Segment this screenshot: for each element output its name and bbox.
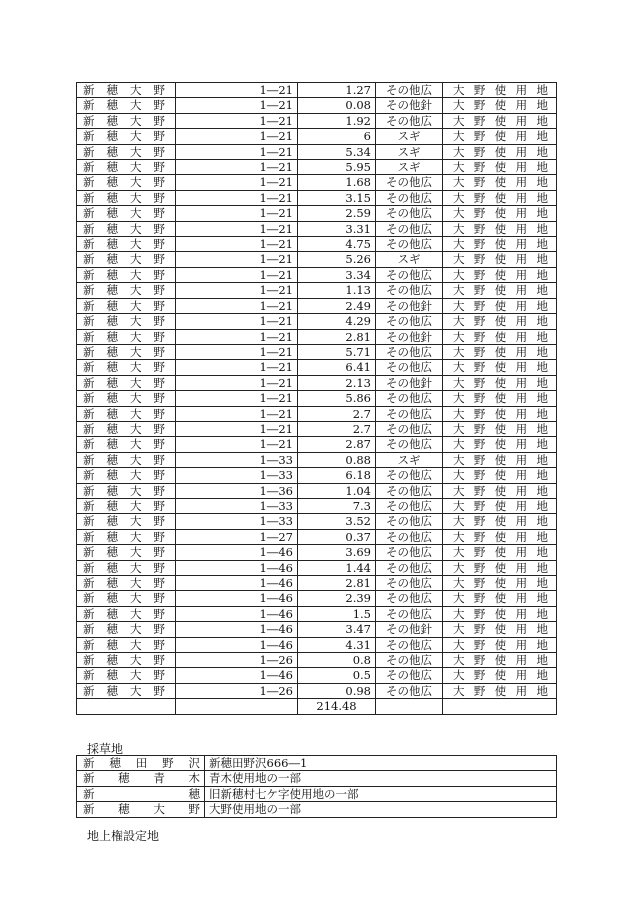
usage-cell: 大野使用地 xyxy=(443,113,557,128)
location-name-cell: 新穂大野 xyxy=(77,591,176,606)
species-cell: その他広 xyxy=(376,421,443,436)
lot-number-cell: 1―21 xyxy=(176,98,298,113)
location-name-cell: 新穂大野 xyxy=(77,653,176,668)
table-row xyxy=(77,653,557,668)
species-cell: その他広 xyxy=(376,221,443,236)
location-name-cell: 新穂大野 xyxy=(77,391,176,406)
area-cell: 2.49 xyxy=(298,298,376,313)
table-row xyxy=(77,129,557,144)
usage-cell: 大野使用地 xyxy=(443,360,557,375)
area-cell: 3.47 xyxy=(298,622,376,637)
area-cell: 3.31 xyxy=(298,221,376,236)
usage-cell: 大野使用地 xyxy=(443,267,557,282)
usage-cell: 大野使用地 xyxy=(443,545,557,560)
lot-number-cell: 1―46 xyxy=(176,606,298,621)
area-cell: 6 xyxy=(298,129,376,144)
usage-cell: 大野使用地 xyxy=(443,314,557,329)
lot-number-cell: 1―21 xyxy=(176,252,298,267)
lot-number-cell: 1―21 xyxy=(176,129,298,144)
empty-cell xyxy=(376,699,443,714)
area-cell: 0.88 xyxy=(298,452,376,467)
species-cell: その他広 xyxy=(376,545,443,560)
table-row xyxy=(77,452,557,467)
lot-number-cell: 1―46 xyxy=(176,637,298,652)
lot-number-cell: 1―21 xyxy=(176,329,298,344)
location-name-cell: 新穂大野 xyxy=(77,252,176,267)
species-cell: その他針 xyxy=(376,375,443,390)
species-cell: その他広 xyxy=(376,560,443,575)
usage-cell: 大野使用地 xyxy=(443,498,557,513)
area-cell: 3.15 xyxy=(298,190,376,205)
location-name-cell: 新穂大野 xyxy=(77,314,176,329)
area-cell: 1.27 xyxy=(298,83,376,98)
location-name-cell: 新穂大野 xyxy=(77,802,205,817)
lot-number-cell: 1―21 xyxy=(176,160,298,175)
usage-cell: 大野使用地 xyxy=(443,221,557,236)
table-row xyxy=(77,160,557,175)
location-name-cell: 新穂大野 xyxy=(77,360,176,375)
species-cell: その他広 xyxy=(376,483,443,498)
species-cell: その他広 xyxy=(376,267,443,282)
table-row xyxy=(77,529,557,544)
usage-cell: 大野使用地 xyxy=(443,283,557,298)
area-cell: 1.5 xyxy=(298,606,376,621)
species-cell: その他広 xyxy=(376,668,443,683)
usage-cell: 大野使用地 xyxy=(443,483,557,498)
usage-cell: 大野使用地 xyxy=(443,129,557,144)
table-row xyxy=(77,756,557,771)
area-cell: 5.26 xyxy=(298,252,376,267)
lot-number-cell: 1―27 xyxy=(176,529,298,544)
usage-cell: 大野使用地 xyxy=(443,514,557,529)
lot-number-cell: 1―26 xyxy=(176,683,298,698)
forest-land-table xyxy=(76,82,557,715)
table-row xyxy=(77,360,557,375)
usage-cell: 大野使用地 xyxy=(443,329,557,344)
table-row xyxy=(77,591,557,606)
grass-land-table-body xyxy=(77,756,557,818)
usage-cell: 大野使用地 xyxy=(443,529,557,544)
location-name-cell: 新穂大野 xyxy=(77,637,176,652)
location-name-cell: 新穂大野 xyxy=(77,622,176,637)
lot-number-cell: 1―33 xyxy=(176,514,298,529)
table-row xyxy=(77,375,557,390)
species-cell: その他広 xyxy=(376,606,443,621)
usage-cell: 大野使用地 xyxy=(443,576,557,591)
location-name-cell: 新穂大野 xyxy=(77,267,176,282)
table-row xyxy=(77,606,557,621)
usage-cell: 大野使用地 xyxy=(443,668,557,683)
location-name-cell: 新穂大野 xyxy=(77,452,176,467)
lot-number-cell: 1―46 xyxy=(176,545,298,560)
lot-number-cell: 1―46 xyxy=(176,622,298,637)
usage-cell: 大野使用地 xyxy=(443,622,557,637)
species-cell: その他広 xyxy=(376,683,443,698)
area-cell: 0.5 xyxy=(298,668,376,683)
species-cell: その他広 xyxy=(376,591,443,606)
species-cell: その他広 xyxy=(376,113,443,128)
species-cell: その他広 xyxy=(376,175,443,190)
lot-number-cell: 1―21 xyxy=(176,283,298,298)
usage-cell: 大野使用地 xyxy=(443,237,557,252)
location-name-cell: 新穂大野 xyxy=(77,545,176,560)
species-cell: その他広 xyxy=(376,637,443,652)
species-cell: その他広 xyxy=(376,391,443,406)
species-cell: その他広 xyxy=(376,344,443,359)
area-cell: 1.44 xyxy=(298,560,376,575)
grass-land-heading: 採草地 xyxy=(87,742,124,756)
lot-number-cell: 1―21 xyxy=(176,267,298,282)
area-cell: 6.18 xyxy=(298,468,376,483)
location-name-cell: 新穂大野 xyxy=(77,237,176,252)
table-row xyxy=(77,771,557,786)
forest-land-table-body xyxy=(77,83,557,715)
location-name-cell: 新穂大野 xyxy=(77,560,176,575)
table-row xyxy=(77,329,557,344)
species-cell: その他広 xyxy=(376,190,443,205)
lot-number-cell: 1―21 xyxy=(176,175,298,190)
lot-number-cell: 1―33 xyxy=(176,468,298,483)
lot-number-cell: 1―46 xyxy=(176,668,298,683)
lot-number-cell: 1―21 xyxy=(176,190,298,205)
table-row xyxy=(77,421,557,436)
detail-cell: 旧新穂村七ケ字使用地の一部 xyxy=(205,786,557,801)
usage-cell: 大野使用地 xyxy=(443,344,557,359)
species-cell: その他広 xyxy=(376,498,443,513)
area-cell: 4.31 xyxy=(298,637,376,652)
species-cell: その他広 xyxy=(376,468,443,483)
location-name-cell: 新穂大野 xyxy=(77,298,176,313)
species-cell: その他広 xyxy=(376,406,443,421)
location-name-cell: 新穂大野 xyxy=(77,160,176,175)
location-name-cell: 新穂大野 xyxy=(77,98,176,113)
location-name-cell: 新穂大野 xyxy=(77,221,176,236)
usage-cell: 大野使用地 xyxy=(443,252,557,267)
table-row xyxy=(77,283,557,298)
location-name-cell: 新穂 xyxy=(77,786,205,801)
total-area-cell: 214.48 xyxy=(298,699,376,714)
usage-cell: 大野使用地 xyxy=(443,653,557,668)
location-name-cell: 新穂大野 xyxy=(77,190,176,205)
table-row xyxy=(77,391,557,406)
location-name-cell: 新穂大野 xyxy=(77,83,176,98)
table-row xyxy=(77,252,557,267)
location-name-cell: 新穂大野 xyxy=(77,529,176,544)
area-cell: 7.3 xyxy=(298,498,376,513)
empty-cell xyxy=(77,699,176,714)
area-cell: 6.41 xyxy=(298,360,376,375)
location-name-cell: 新穂大野 xyxy=(77,283,176,298)
table-row xyxy=(77,298,557,313)
lot-number-cell: 1―46 xyxy=(176,591,298,606)
table-row xyxy=(77,98,557,113)
usage-cell: 大野使用地 xyxy=(443,175,557,190)
usage-cell: 大野使用地 xyxy=(443,560,557,575)
area-cell: 3.52 xyxy=(298,514,376,529)
lot-number-cell: 1―46 xyxy=(176,576,298,591)
area-cell: 2.81 xyxy=(298,329,376,344)
area-cell: 3.69 xyxy=(298,545,376,560)
usage-cell: 大野使用地 xyxy=(443,406,557,421)
grass-land-table xyxy=(76,755,557,818)
lot-number-cell: 1―21 xyxy=(176,375,298,390)
species-cell: スギ xyxy=(376,452,443,467)
area-cell: 3.34 xyxy=(298,267,376,282)
location-name-cell: 新穂大野 xyxy=(77,406,176,421)
lot-number-cell: 1―21 xyxy=(176,237,298,252)
location-name-cell: 新穂大野 xyxy=(77,113,176,128)
area-cell: 0.8 xyxy=(298,653,376,668)
usage-cell: 大野使用地 xyxy=(443,98,557,113)
location-name-cell: 新穂大野 xyxy=(77,514,176,529)
location-name-cell: 新穂田野沢 xyxy=(77,756,205,771)
area-cell: 5.71 xyxy=(298,344,376,359)
lot-number-cell: 1―21 xyxy=(176,391,298,406)
usage-cell: 大野使用地 xyxy=(443,391,557,406)
location-name-cell: 新穂大野 xyxy=(77,668,176,683)
lot-number-cell: 1―21 xyxy=(176,144,298,159)
species-cell: スギ xyxy=(376,252,443,267)
lot-number-cell: 1―21 xyxy=(176,406,298,421)
detail-cell: 大野使用地の一部 xyxy=(205,802,557,817)
table-row xyxy=(77,668,557,683)
species-cell: その他広 xyxy=(376,283,443,298)
species-cell: その他広 xyxy=(376,529,443,544)
area-cell: 0.37 xyxy=(298,529,376,544)
location-name-cell: 新穂大野 xyxy=(77,437,176,452)
species-cell: その他針 xyxy=(376,622,443,637)
table-row xyxy=(77,545,557,560)
location-name-cell: 新穂大野 xyxy=(77,144,176,159)
lot-number-cell: 1―21 xyxy=(176,206,298,221)
table-row xyxy=(77,437,557,452)
table-row xyxy=(77,483,557,498)
usage-cell: 大野使用地 xyxy=(443,452,557,467)
area-cell: 0.08 xyxy=(298,98,376,113)
area-cell: 2.81 xyxy=(298,576,376,591)
area-cell: 5.95 xyxy=(298,160,376,175)
species-cell: その他針 xyxy=(376,329,443,344)
area-cell: 5.34 xyxy=(298,144,376,159)
table-row xyxy=(77,622,557,637)
species-cell: その他広 xyxy=(376,206,443,221)
location-name-cell: 新穂大野 xyxy=(77,175,176,190)
usage-cell: 大野使用地 xyxy=(443,83,557,98)
lot-number-cell: 1―21 xyxy=(176,360,298,375)
area-cell: 2.87 xyxy=(298,437,376,452)
area-cell: 1.92 xyxy=(298,113,376,128)
lot-number-cell: 1―21 xyxy=(176,113,298,128)
table-row xyxy=(77,144,557,159)
lot-number-cell: 1―21 xyxy=(176,221,298,236)
lot-number-cell: 1―21 xyxy=(176,437,298,452)
area-cell: 1.04 xyxy=(298,483,376,498)
location-name-cell: 新穂大野 xyxy=(77,129,176,144)
table-row xyxy=(77,637,557,652)
table-row xyxy=(77,560,557,575)
area-cell: 2.39 xyxy=(298,591,376,606)
species-cell: その他針 xyxy=(376,298,443,313)
area-cell: 1.13 xyxy=(298,283,376,298)
usage-cell: 大野使用地 xyxy=(443,375,557,390)
table-row xyxy=(77,190,557,205)
total-row xyxy=(77,699,557,714)
table-row xyxy=(77,314,557,329)
area-cell: 4.75 xyxy=(298,237,376,252)
table-row xyxy=(77,576,557,591)
empty-cell xyxy=(443,699,557,714)
location-name-cell: 新穂大野 xyxy=(77,683,176,698)
surface-rights-heading: 地上権設定地 xyxy=(87,829,160,843)
empty-cell xyxy=(176,699,298,714)
usage-cell: 大野使用地 xyxy=(443,190,557,205)
location-name-cell: 新穂大野 xyxy=(77,606,176,621)
lot-number-cell: 1―33 xyxy=(176,498,298,513)
table-row xyxy=(77,113,557,128)
area-cell: 2.13 xyxy=(298,375,376,390)
detail-cell: 新穂田野沢666―1 xyxy=(205,756,557,771)
usage-cell: 大野使用地 xyxy=(443,160,557,175)
location-name-cell: 新穂大野 xyxy=(77,344,176,359)
location-name-cell: 新穂青木 xyxy=(77,771,205,786)
lot-number-cell: 1―21 xyxy=(176,344,298,359)
species-cell: その他広 xyxy=(376,360,443,375)
detail-cell: 青木使用地の一部 xyxy=(205,771,557,786)
lot-number-cell: 1―21 xyxy=(176,314,298,329)
table-row xyxy=(77,344,557,359)
lot-number-cell: 1―36 xyxy=(176,483,298,498)
table-row xyxy=(77,237,557,252)
location-name-cell: 新穂大野 xyxy=(77,329,176,344)
usage-cell: 大野使用地 xyxy=(443,437,557,452)
location-name-cell: 新穂大野 xyxy=(77,206,176,221)
area-cell: 2.7 xyxy=(298,406,376,421)
table-row xyxy=(77,802,557,817)
table-row xyxy=(77,267,557,282)
location-name-cell: 新穂大野 xyxy=(77,468,176,483)
location-name-cell: 新穂大野 xyxy=(77,498,176,513)
area-cell: 1.68 xyxy=(298,175,376,190)
location-name-cell: 新穂大野 xyxy=(77,375,176,390)
usage-cell: 大野使用地 xyxy=(443,206,557,221)
area-cell: 2.7 xyxy=(298,421,376,436)
area-cell: 0.98 xyxy=(298,683,376,698)
usage-cell: 大野使用地 xyxy=(443,591,557,606)
species-cell: その他広 xyxy=(376,437,443,452)
table-row xyxy=(77,786,557,801)
species-cell: その他広 xyxy=(376,514,443,529)
usage-cell: 大野使用地 xyxy=(443,606,557,621)
location-name-cell: 新穂大野 xyxy=(77,483,176,498)
location-name-cell: 新穂大野 xyxy=(77,421,176,436)
lot-number-cell: 1―21 xyxy=(176,421,298,436)
species-cell: その他広 xyxy=(376,237,443,252)
table-row xyxy=(77,221,557,236)
usage-cell: 大野使用地 xyxy=(443,144,557,159)
species-cell: その他広 xyxy=(376,314,443,329)
table-row xyxy=(77,83,557,98)
table-row xyxy=(77,175,557,190)
table-row xyxy=(77,206,557,221)
table-row xyxy=(77,683,557,698)
species-cell: その他針 xyxy=(376,98,443,113)
lot-number-cell: 1―46 xyxy=(176,560,298,575)
species-cell: スギ xyxy=(376,144,443,159)
usage-cell: 大野使用地 xyxy=(443,298,557,313)
species-cell: その他広 xyxy=(376,653,443,668)
lot-number-cell: 1―26 xyxy=(176,653,298,668)
lot-number-cell: 1―21 xyxy=(176,298,298,313)
species-cell: スギ xyxy=(376,160,443,175)
species-cell: スギ xyxy=(376,129,443,144)
usage-cell: 大野使用地 xyxy=(443,637,557,652)
species-cell: その他広 xyxy=(376,83,443,98)
location-name-cell: 新穂大野 xyxy=(77,576,176,591)
usage-cell: 大野使用地 xyxy=(443,421,557,436)
table-row xyxy=(77,514,557,529)
lot-number-cell: 1―33 xyxy=(176,452,298,467)
table-row xyxy=(77,468,557,483)
usage-cell: 大野使用地 xyxy=(443,468,557,483)
table-row xyxy=(77,406,557,421)
area-cell: 5.86 xyxy=(298,391,376,406)
lot-number-cell: 1―21 xyxy=(176,83,298,98)
species-cell: その他広 xyxy=(376,576,443,591)
area-cell: 2.59 xyxy=(298,206,376,221)
area-cell: 4.29 xyxy=(298,314,376,329)
table-row xyxy=(77,498,557,513)
usage-cell: 大野使用地 xyxy=(443,683,557,698)
